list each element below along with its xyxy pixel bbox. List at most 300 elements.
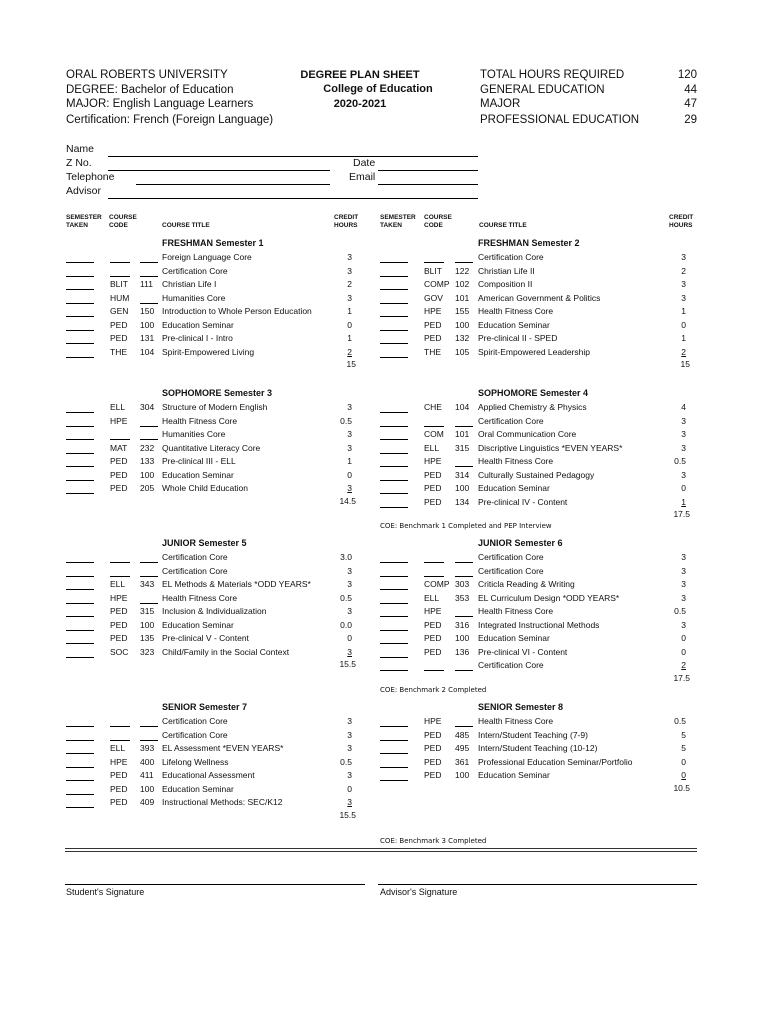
benchmark-1: COE: Benchmark 1 Completed and PEP Interview [380, 522, 552, 530]
credit-hours: 3 [347, 402, 352, 412]
benchmark-3: COE: Benchmark 3 Completed [380, 837, 487, 845]
course-number: 101 [455, 429, 470, 439]
credit-hours: 3 [347, 265, 352, 276]
col-semester: SEMESTER [66, 214, 102, 221]
advisor-field[interactable] [108, 198, 478, 199]
course-title: Instructional Methods: SEC/K12 [162, 797, 283, 807]
course-title: Foreign Language Core [162, 252, 252, 262]
credit-hours: 3 [347, 743, 352, 753]
credit-hours: 1 [347, 306, 352, 316]
course-title: Culturally Sustained Pedagogy [478, 469, 595, 480]
course-number-blank[interactable] [455, 567, 473, 577]
semester-taken-field[interactable] [66, 267, 94, 277]
zno-label: Z No. [66, 157, 92, 169]
semester-taken-field[interactable] [66, 471, 94, 481]
course-code-blank[interactable] [110, 267, 130, 277]
semester-taken-field[interactable] [380, 594, 408, 604]
semester-taken-field[interactable] [380, 280, 408, 290]
semester-taken-field[interactable] [66, 430, 94, 440]
course-title: Christian Life II [478, 265, 535, 276]
major-line: MAJOR: English Language Learners [66, 98, 254, 110]
semester-taken-field[interactable] [66, 280, 94, 290]
semester-taken-field[interactable] [66, 717, 94, 727]
credit-hours: 3 [347, 483, 352, 493]
semester-taken-field[interactable] [66, 744, 94, 754]
semester-title: JUNIOR Semester 6 [478, 538, 563, 548]
course-number: 316 [455, 619, 470, 630]
course-number: 323 [140, 646, 155, 657]
semester-taken-field[interactable] [380, 771, 408, 781]
semester-taken-field[interactable] [380, 498, 408, 508]
credit-hours: 3 [347, 729, 352, 740]
semester-taken-field[interactable] [66, 607, 94, 617]
credit-hours: 2 [681, 265, 686, 276]
course-code: ELL [424, 442, 440, 453]
course-title: Intern/Student Teaching (7-9) [478, 729, 588, 740]
semester-taken-field[interactable] [66, 444, 94, 454]
credit-hours: 3 [347, 292, 352, 303]
credit-hours: 3 [347, 565, 352, 576]
col-hours: HOURS [334, 222, 358, 229]
course-number-blank[interactable] [140, 553, 158, 563]
course-number-blank[interactable] [455, 553, 473, 563]
course-code: PED [424, 333, 442, 343]
credit-hours: 2 [347, 279, 352, 289]
credit-hours: 2 [681, 346, 686, 357]
course-title: Health Fitness Core [478, 456, 554, 466]
course-code: COM [424, 429, 444, 439]
semester-taken-field[interactable] [66, 567, 94, 577]
course-number: 100 [140, 469, 155, 480]
credit-hours: 2 [347, 346, 352, 357]
course-title: Humanities Core [162, 292, 226, 303]
course-code: HPE [110, 756, 128, 767]
semester-taken-field[interactable] [66, 417, 94, 427]
semester-taken-field[interactable] [380, 661, 408, 671]
divider [65, 851, 697, 852]
course-title: Education Seminar [162, 469, 234, 480]
semester-title: SOPHOMORE Semester 4 [478, 388, 589, 398]
course-title: Pre-clinical III - ELL [162, 456, 236, 466]
semester-taken-field[interactable] [380, 731, 408, 741]
course-number: 315 [140, 606, 155, 616]
credit-hours: 3 [347, 770, 352, 780]
semester-taken-field[interactable] [380, 567, 408, 577]
course-number-blank[interactable] [455, 607, 473, 617]
course-code: COMP [424, 579, 450, 589]
course-code: GEN [110, 306, 129, 316]
semester-taken-field[interactable] [66, 253, 94, 263]
divider [65, 848, 697, 849]
semester-taken-field[interactable] [380, 553, 408, 563]
course-code-blank[interactable] [424, 567, 444, 577]
course-title: Composition II [478, 279, 533, 289]
credit-hours: 3.0 [340, 552, 352, 562]
semester-taken-field[interactable] [380, 321, 408, 331]
course-code-blank[interactable] [110, 553, 130, 563]
course-code: ELL [110, 743, 126, 753]
credit-hours: 1 [681, 333, 686, 343]
course-code: PED [424, 633, 442, 643]
total-hours-label: TOTAL HOURS REQUIRED [480, 69, 625, 81]
course-number: 393 [140, 743, 155, 753]
semester-taken-field[interactable] [66, 758, 94, 768]
course-number-blank[interactable] [140, 731, 158, 741]
course-number: 132 [455, 333, 470, 343]
col-course-title: COURSE TITLE [479, 222, 527, 229]
course-title: Intern/Student Teaching (10-12) [478, 743, 598, 753]
semester-taken-field[interactable] [66, 334, 94, 344]
email-field[interactable] [378, 184, 478, 185]
credit-hours: 0.5 [340, 415, 352, 426]
course-number: 485 [455, 729, 470, 740]
credit-hours: 5 [681, 729, 686, 740]
course-code: THE [424, 346, 441, 357]
credit-hours: 3 [681, 415, 686, 426]
course-title: Health Fitness Core [162, 592, 238, 603]
course-title: Certification Core [478, 660, 544, 670]
semester-taken-field[interactable] [66, 798, 94, 808]
course-title: Certification Core [478, 565, 544, 576]
semester-taken-field[interactable] [380, 758, 408, 768]
course-code-blank[interactable] [110, 567, 130, 577]
semester-total: 15.5 [339, 659, 356, 669]
course-code: PED [424, 469, 442, 480]
course-title: Applied Chemistry & Physics [478, 402, 587, 412]
course-code-blank[interactable] [110, 717, 130, 727]
course-number: 150 [140, 306, 155, 316]
semester-taken-field[interactable] [380, 484, 408, 494]
semester-taken-field[interactable] [66, 634, 94, 644]
course-title: Pre-clinical I - Intro [162, 333, 233, 343]
semester-total: 17.5 [673, 672, 690, 683]
semester-taken-field[interactable] [66, 484, 94, 494]
semester-taken-field[interactable] [66, 553, 94, 563]
course-code-blank[interactable] [424, 417, 444, 427]
semester-taken-field[interactable] [66, 457, 94, 467]
advisor-label: Advisor [66, 185, 102, 197]
course-code: MAT [110, 442, 128, 453]
course-title: Education Seminar [478, 483, 550, 493]
course-title: Pre-clinical II - SPED [478, 333, 558, 343]
credit-hours: 0.5 [674, 606, 686, 616]
semester-taken-field[interactable] [380, 430, 408, 440]
course-title: Introduction to Whole Person Education [162, 306, 312, 316]
course-title: Lifelong Wellness [162, 756, 229, 767]
course-title: Education Seminar [162, 319, 234, 330]
course-title: Certification Core [478, 415, 544, 426]
course-code: HPE [110, 415, 128, 426]
course-number-blank[interactable] [455, 717, 473, 727]
course-code-blank[interactable] [110, 253, 130, 263]
credit-hours: 3 [681, 469, 686, 480]
course-number-blank[interactable] [140, 267, 158, 277]
course-number-blank[interactable] [455, 253, 473, 263]
course-code: HPE [424, 606, 442, 616]
advisor-signature-line[interactable] [378, 884, 697, 885]
semester-taken-field[interactable] [380, 253, 408, 263]
semester-total: 10.5 [673, 782, 690, 793]
plan-title: DEGREE PLAN SHEET [300, 69, 420, 81]
course-number: 100 [140, 619, 155, 630]
credit-hours: 0 [681, 646, 686, 657]
course-title: Educational Assessment [162, 770, 255, 780]
col-code: CODE [424, 222, 443, 229]
credit-hours: 3 [347, 606, 352, 616]
course-title: Education Seminar [478, 319, 550, 330]
course-code-blank[interactable] [424, 253, 444, 263]
course-code: HUM [110, 292, 130, 303]
semester-title: JUNIOR Semester 5 [162, 538, 247, 548]
date-field[interactable] [378, 170, 478, 171]
course-title: Education Seminar [162, 619, 234, 630]
course-number-blank[interactable] [140, 294, 158, 304]
course-code: ELL [110, 579, 126, 589]
credit-hours: 0.5 [674, 716, 686, 726]
course-number: 100 [140, 783, 155, 794]
col-credit: CREDIT [669, 214, 694, 221]
course-title: Certification Core [478, 252, 544, 262]
course-code: PED [110, 633, 128, 643]
credit-hours: 1 [681, 306, 686, 316]
semester-total: 15 [346, 359, 356, 369]
email-label: Email [349, 171, 376, 183]
course-code-blank[interactable] [110, 430, 130, 440]
credit-hours: 0 [681, 633, 686, 643]
semester-taken-field[interactable] [66, 771, 94, 781]
course-title: Whole Child Education [162, 483, 248, 493]
course-number: 134 [455, 496, 470, 507]
semester-taken-field[interactable] [380, 580, 408, 590]
course-code: THE [110, 346, 127, 357]
course-number-blank[interactable] [455, 417, 473, 427]
college-name: College of Education [323, 83, 433, 95]
date-label: Date [353, 157, 376, 169]
semester-taken-field[interactable] [66, 621, 94, 631]
semester-taken-field[interactable] [66, 785, 94, 795]
course-title: Education Seminar [478, 770, 550, 780]
course-code: PED [424, 619, 442, 630]
course-title: Discriptive Linguistics *EVEN YEARS* [478, 442, 623, 453]
semester-taken-field[interactable] [380, 607, 408, 617]
semester-taken-field[interactable] [380, 744, 408, 754]
semester-taken-field[interactable] [380, 294, 408, 304]
course-number: 304 [140, 402, 155, 412]
course-title: Child/Family in the Social Context [162, 646, 290, 657]
course-title: Certification Core [162, 265, 228, 276]
course-number-blank[interactable] [140, 567, 158, 577]
semester-taken-field[interactable] [380, 334, 408, 344]
semester-taken-field[interactable] [66, 321, 94, 331]
course-code-blank[interactable] [424, 553, 444, 563]
credit-hours: 3 [347, 716, 352, 726]
credit-hours: 0.0 [340, 619, 352, 630]
course-code: HPE [424, 456, 442, 466]
course-code: BLIT [424, 265, 442, 276]
course-number-blank[interactable] [455, 457, 473, 467]
semester-taken-field[interactable] [380, 403, 408, 413]
credit-hours: 0 [347, 319, 352, 330]
course-code: COMP [424, 279, 450, 289]
credit-hours: 3 [681, 279, 686, 289]
course-number: 111 [140, 279, 153, 289]
course-number: 131 [140, 333, 155, 343]
semester-taken-field[interactable] [380, 634, 408, 644]
semester-title: SENIOR Semester 7 [162, 702, 248, 712]
credit-hours: 4 [681, 402, 686, 412]
course-title: Certification Core [162, 565, 228, 576]
credit-hours: 0 [681, 483, 686, 493]
course-code-blank[interactable] [110, 731, 130, 741]
credit-hours: 0.5 [674, 456, 686, 466]
semester-taken-field[interactable] [66, 731, 94, 741]
course-number: 104 [455, 402, 470, 412]
credit-hours: 0.5 [340, 592, 352, 603]
course-number: 361 [455, 756, 470, 767]
course-code: GOV [424, 292, 443, 303]
course-number-blank[interactable] [140, 717, 158, 727]
semester-taken-field[interactable] [380, 348, 408, 358]
course-code: PED [424, 729, 442, 740]
course-code: PED [424, 770, 442, 780]
course-code: PED [110, 619, 128, 630]
course-title: Quantitative Literacy Core [162, 442, 261, 453]
course-title: Certification Core [478, 552, 544, 562]
semester-taken-field[interactable] [66, 403, 94, 413]
semester-total: 15 [680, 359, 690, 369]
course-number: 136 [455, 646, 470, 657]
course-number: 495 [455, 743, 470, 753]
semester-taken-field[interactable] [380, 471, 408, 481]
course-number: 315 [455, 442, 470, 453]
course-number: 400 [140, 756, 155, 767]
credit-hours: 1 [347, 456, 352, 466]
course-code: PED [424, 756, 442, 767]
course-title: Criticla Reading & Writing [478, 579, 575, 589]
student-signature-line[interactable] [65, 884, 365, 885]
course-number: 101 [455, 292, 470, 303]
course-number: 100 [455, 319, 470, 330]
course-title: Education Seminar [478, 633, 550, 643]
course-code: HPE [110, 592, 128, 603]
course-number: 102 [455, 279, 470, 289]
course-title: Pre-clinical IV - Content [478, 496, 568, 507]
semester-title: SOPHOMORE Semester 3 [162, 388, 273, 398]
semester-taken-field[interactable] [66, 580, 94, 590]
semester-taken-field[interactable] [380, 648, 408, 658]
credit-hours: 2 [681, 660, 686, 670]
credit-hours: 3 [681, 565, 686, 576]
semester-taken-field[interactable] [380, 457, 408, 467]
course-title: Education Seminar [162, 783, 234, 794]
credit-hours: 3 [681, 619, 686, 630]
course-number-blank[interactable] [140, 417, 158, 427]
course-title: EL Methods & Materials *ODD YEARS* [162, 579, 311, 589]
semester-taken-field[interactable] [66, 294, 94, 304]
course-code: PED [110, 319, 128, 330]
benchmark-2: COE: Benchmark 2 Completed [380, 686, 487, 694]
prof-ed-label: PROFESSIONAL EDUCATION [480, 114, 640, 126]
gen-ed-value: 44 [684, 84, 697, 96]
semester-taken-field[interactable] [380, 717, 408, 727]
course-title: Integrated Instructional Methods [478, 619, 600, 630]
credit-hours: 3 [347, 797, 352, 807]
col-course: COURSE [109, 214, 137, 221]
course-title: Oral Communication Core [478, 429, 577, 439]
gen-ed-label: GENERAL EDUCATION [480, 84, 605, 96]
credit-hours: 3 [681, 442, 686, 453]
credit-hours: 3 [347, 429, 352, 439]
course-title: Humanities Core [162, 429, 226, 439]
credit-hours: 3 [347, 579, 352, 589]
course-number-blank[interactable] [140, 430, 158, 440]
course-title: Health Fitness Core [478, 716, 554, 726]
course-code: PED [110, 606, 128, 616]
course-number: 303 [455, 579, 470, 589]
certification-line: Certification: French (Foreign Language) [66, 114, 274, 126]
zno-field[interactable] [108, 170, 330, 171]
course-code: PED [424, 496, 442, 507]
semester-taken-field[interactable] [66, 648, 94, 658]
semester-taken-field[interactable] [380, 417, 408, 427]
col-code: CODE [109, 222, 128, 229]
telephone-field[interactable] [136, 184, 330, 185]
course-code: PED [110, 797, 128, 807]
credit-hours: 0 [347, 783, 352, 794]
credit-hours: 1 [681, 496, 686, 507]
university-name: ORAL ROBERTS UNIVERSITY [66, 69, 228, 81]
course-title: Christian Life I [162, 279, 217, 289]
course-title: Pre-clinical VI - Content [478, 646, 568, 657]
course-number-blank[interactable] [140, 594, 158, 604]
semester-taken-field[interactable] [66, 594, 94, 604]
semester-total: 14.5 [339, 495, 356, 506]
prof-ed-value: 29 [684, 114, 697, 126]
semester-taken-field[interactable] [380, 621, 408, 631]
course-code: ELL [424, 592, 440, 603]
semester-taken-field[interactable] [380, 267, 408, 277]
course-code-blank[interactable] [424, 661, 444, 671]
course-title: Spirit-Empowered Living [162, 346, 255, 357]
semester-taken-field[interactable] [380, 444, 408, 454]
col-credit: CREDIT [334, 214, 359, 221]
course-code: PED [424, 646, 442, 657]
course-number-blank[interactable] [455, 661, 473, 671]
credit-hours: 3 [347, 252, 352, 262]
course-title: Health Fitness Core [478, 606, 554, 616]
name-field[interactable] [108, 156, 478, 157]
semester-taken-field[interactable] [66, 307, 94, 317]
semester-taken-field[interactable] [380, 307, 408, 317]
course-title: Health Fitness Core [162, 415, 238, 426]
semester-title: FRESHMAN Semester 1 [162, 238, 264, 248]
col-semester: SEMESTER [380, 214, 416, 221]
credit-hours: 0.5 [340, 756, 352, 767]
course-number: 100 [455, 483, 470, 493]
course-number-blank[interactable] [140, 253, 158, 263]
advisor-signature-label: Advisor's Signature [380, 887, 458, 897]
credit-hours: 0 [681, 756, 686, 767]
credit-hours: 5 [681, 743, 686, 753]
credit-hours: 3 [681, 252, 686, 262]
semester-taken-field[interactable] [66, 348, 94, 358]
course-title: Pre-clinical V - Content [162, 633, 249, 643]
course-code: HPE [424, 716, 442, 726]
credit-hours: 0 [347, 469, 352, 480]
course-number: 100 [140, 319, 155, 330]
course-title: American Government & Politics [478, 292, 601, 303]
col-taken: TAKEN [66, 222, 88, 229]
